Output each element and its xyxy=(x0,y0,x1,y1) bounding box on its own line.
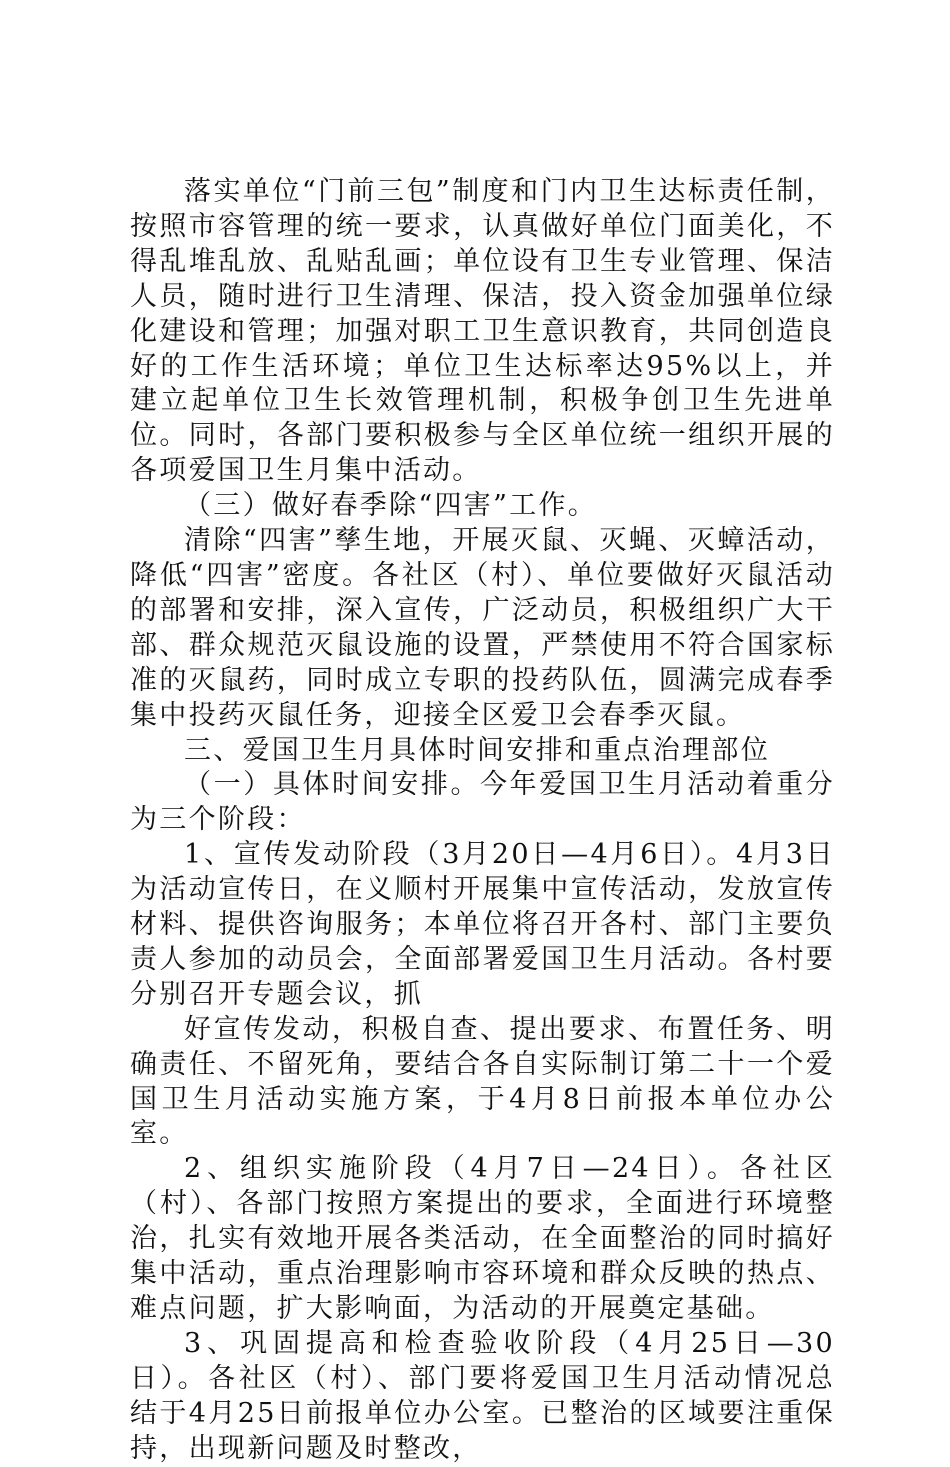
heading-spring-pest-control: （三）做好春季除“四害”工作。 xyxy=(184,490,598,522)
heading-section-three: 三、爱国卫生月具体时间安排和重点治理部位 xyxy=(184,734,770,766)
document-body xyxy=(130,175,835,1467)
paragraph-pest-control: 清除“四害”孳生地，开展灭鼠、灭蝇、灭蟑活动，降低“四害”密度。各社区（村）、单位要做好灭鼠活动的部署和安排，深入宣传，广泛动员，积极组织广大干部、群众规范灭鼠设施的设置，严禁使用不符合国家标准的灭鼠药，同时成立专职的投药队伍，圆满完成春季集中投药灭鼠任务，迎接全区爱卫会春季灭鼠。 xyxy=(130,525,835,731)
paragraph-stage-three: 3、巩固提高和检查验收阶段（4月25日—30日）。各社区（村）、部门要将爱国卫生月活动情况总结于4月25日前报单位办公室。已整治的区域要注重保持，出现新问题及时整改， xyxy=(130,1327,835,1464)
paragraph-unit-hygiene: 落实单位“门前三包”制度和门内卫生达标责任制，按照市容管理的统一要求，认真做好单位门面美化，不得乱堆乱放、乱贴乱画；单位设有卫生专业管理、保洁人员，随时进行卫生清理、保洁，投入资金加强单位绿化建设和管理；加强对职工卫生意识教育，共同创造良好的工作生活环境；单位卫生达标率达95%以上，并建立起单位卫生长效管理机制，积极争创卫生先进单位。同时，各部门要积极参与全区单位统一组织开展的各项爱国卫生月集中活动。 xyxy=(130,176,835,487)
heading-schedule: （一）具体时间安排。今年爱国卫生月活动着重分为三个阶段： xyxy=(130,769,835,836)
paragraph-stage-one-continued: 好宣传发动，积极自查、提出要求、布置任务、明确责任、不留死角，要结合各自实际制订第二十一个爱国卫生月活动实施方案，于4月8日前报本单位办公室。 xyxy=(130,1013,835,1150)
paragraph-stage-two: 2、组织实施阶段（4月7日—24日）。各社区（村）、各部门按照方案提出的要求，全面进行环境整治，扎实有效地开展各类活动，在全面整治的同时搞好集中活动，重点治理影响市容环境和群众反映的热点、难点问题，扩大影响面，为活动的开展奠定基础。 xyxy=(130,1153,835,1324)
paragraph-stage-one: 1、宣传发动阶段（3月20日—4月6日）。4月3日为活动宣传日，在义顺村开展集中宣传活动，发放宣传材料、提供咨询服务；本单位将召开各村、部门主要负责人参加的动员会，全面部署爱国卫生月活动。各村要分别召开专题会议，抓 xyxy=(130,839,835,1010)
